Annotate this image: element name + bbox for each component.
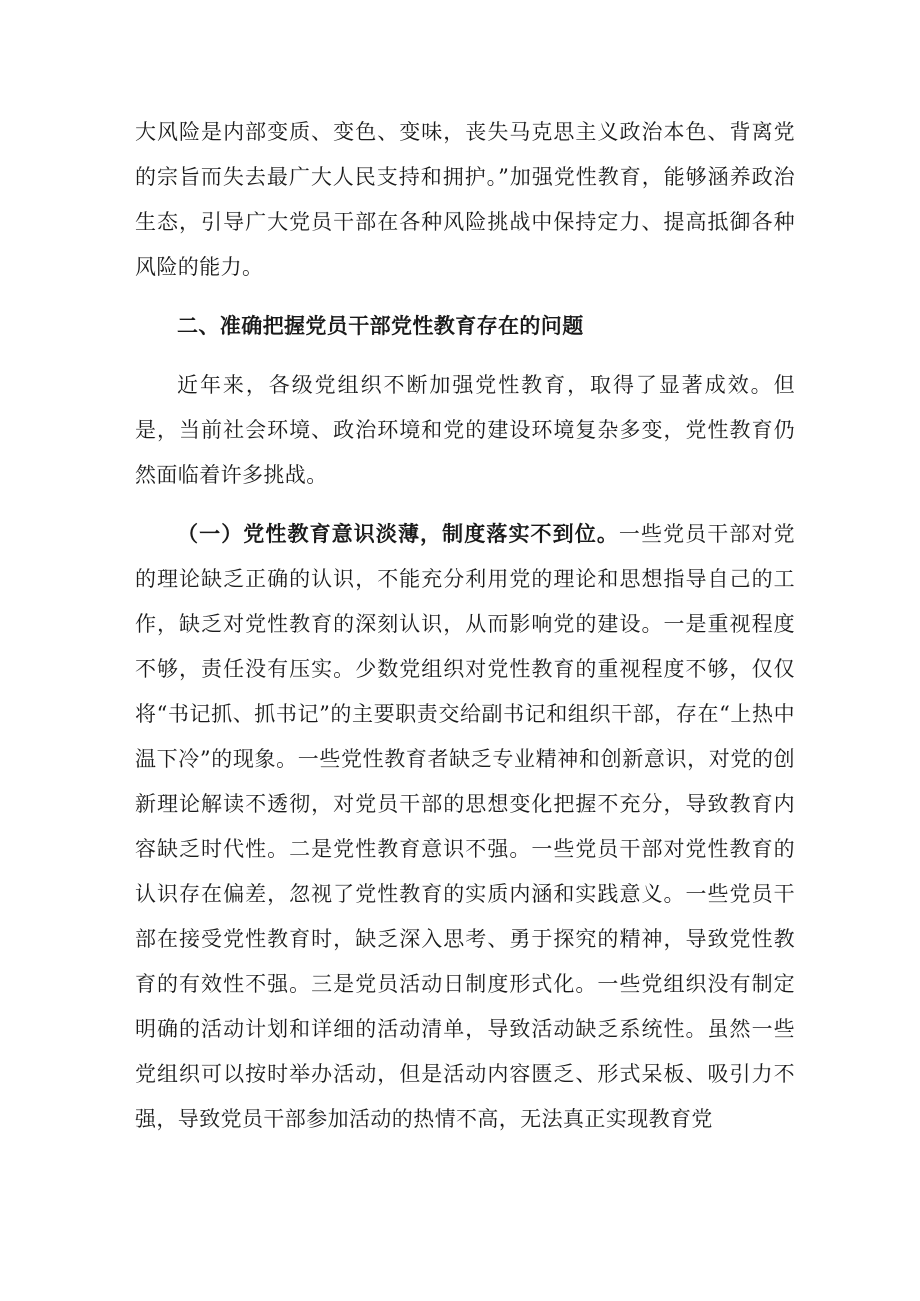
paragraph-intro: 近年来，各级党组织不断加强党性教育，取得了显著成效。但是，当前社会环境、政治环境和党的建设环境复杂多变，党性教育仍然面临着许多挑战。 [135, 373, 795, 487]
document-body [135, 110, 795, 1142]
section-heading: 二、准确把握党员干部党性教育存在的问题 [177, 314, 584, 338]
paragraph-issue-one [135, 512, 795, 1142]
subsection-body: 一些党员干部对党的理论缺乏正确的认识，不能充分利用党的理论和思想指导自己的工作，缺乏对党性教育的深刻认识，从而影响党的建设。一是重视程度不够，责任没有压实。少数党组织对党性教育的重视程度不够，仅仅将“书记抓、抓书记”的主要职责交给副书记和组织干部，存在“上热中温下冷”的现象。一些党性教育者缺乏专业精神和创新意识，对党的创新理论解读不透彻，对党员干部的思想变化把握不充分，导致教育内容缺乏时代性。二是党性教育意识不强。一些党员干部对党性教育的认识存在偏差，忽视了党性教育的实质内涵和实践意义。一些党员干部在接受党性教育时，缺乏深入思考、勇于探究的精神，导致党性教育的有效性不强。三是党员活动日制度形式化。一些党组织没有制定明确的活动计划和详细的活动清单，导致活动缺乏系统性。虽然一些党组织可以按时举办活动，但是活动内容匮乏、形式呆板、吸引力不强，导致党员干部参加活动的热情不高，无法真正实现教育党 [135, 522, 795, 1131]
paragraph-continuation: 大风险是内部变质、变色、变味，丧失马克思主义政治本色、背离党的宗旨而失去最广大人民支持和拥护。”加强党性教育，能够涵养政治生态，引导广大党员干部在各种风险挑战中保持定力、提高抵御各种风险的能力。 [135, 120, 795, 279]
subsection-lead: （一）党性教育意识淡薄，制度落实不到位。 [177, 522, 619, 546]
